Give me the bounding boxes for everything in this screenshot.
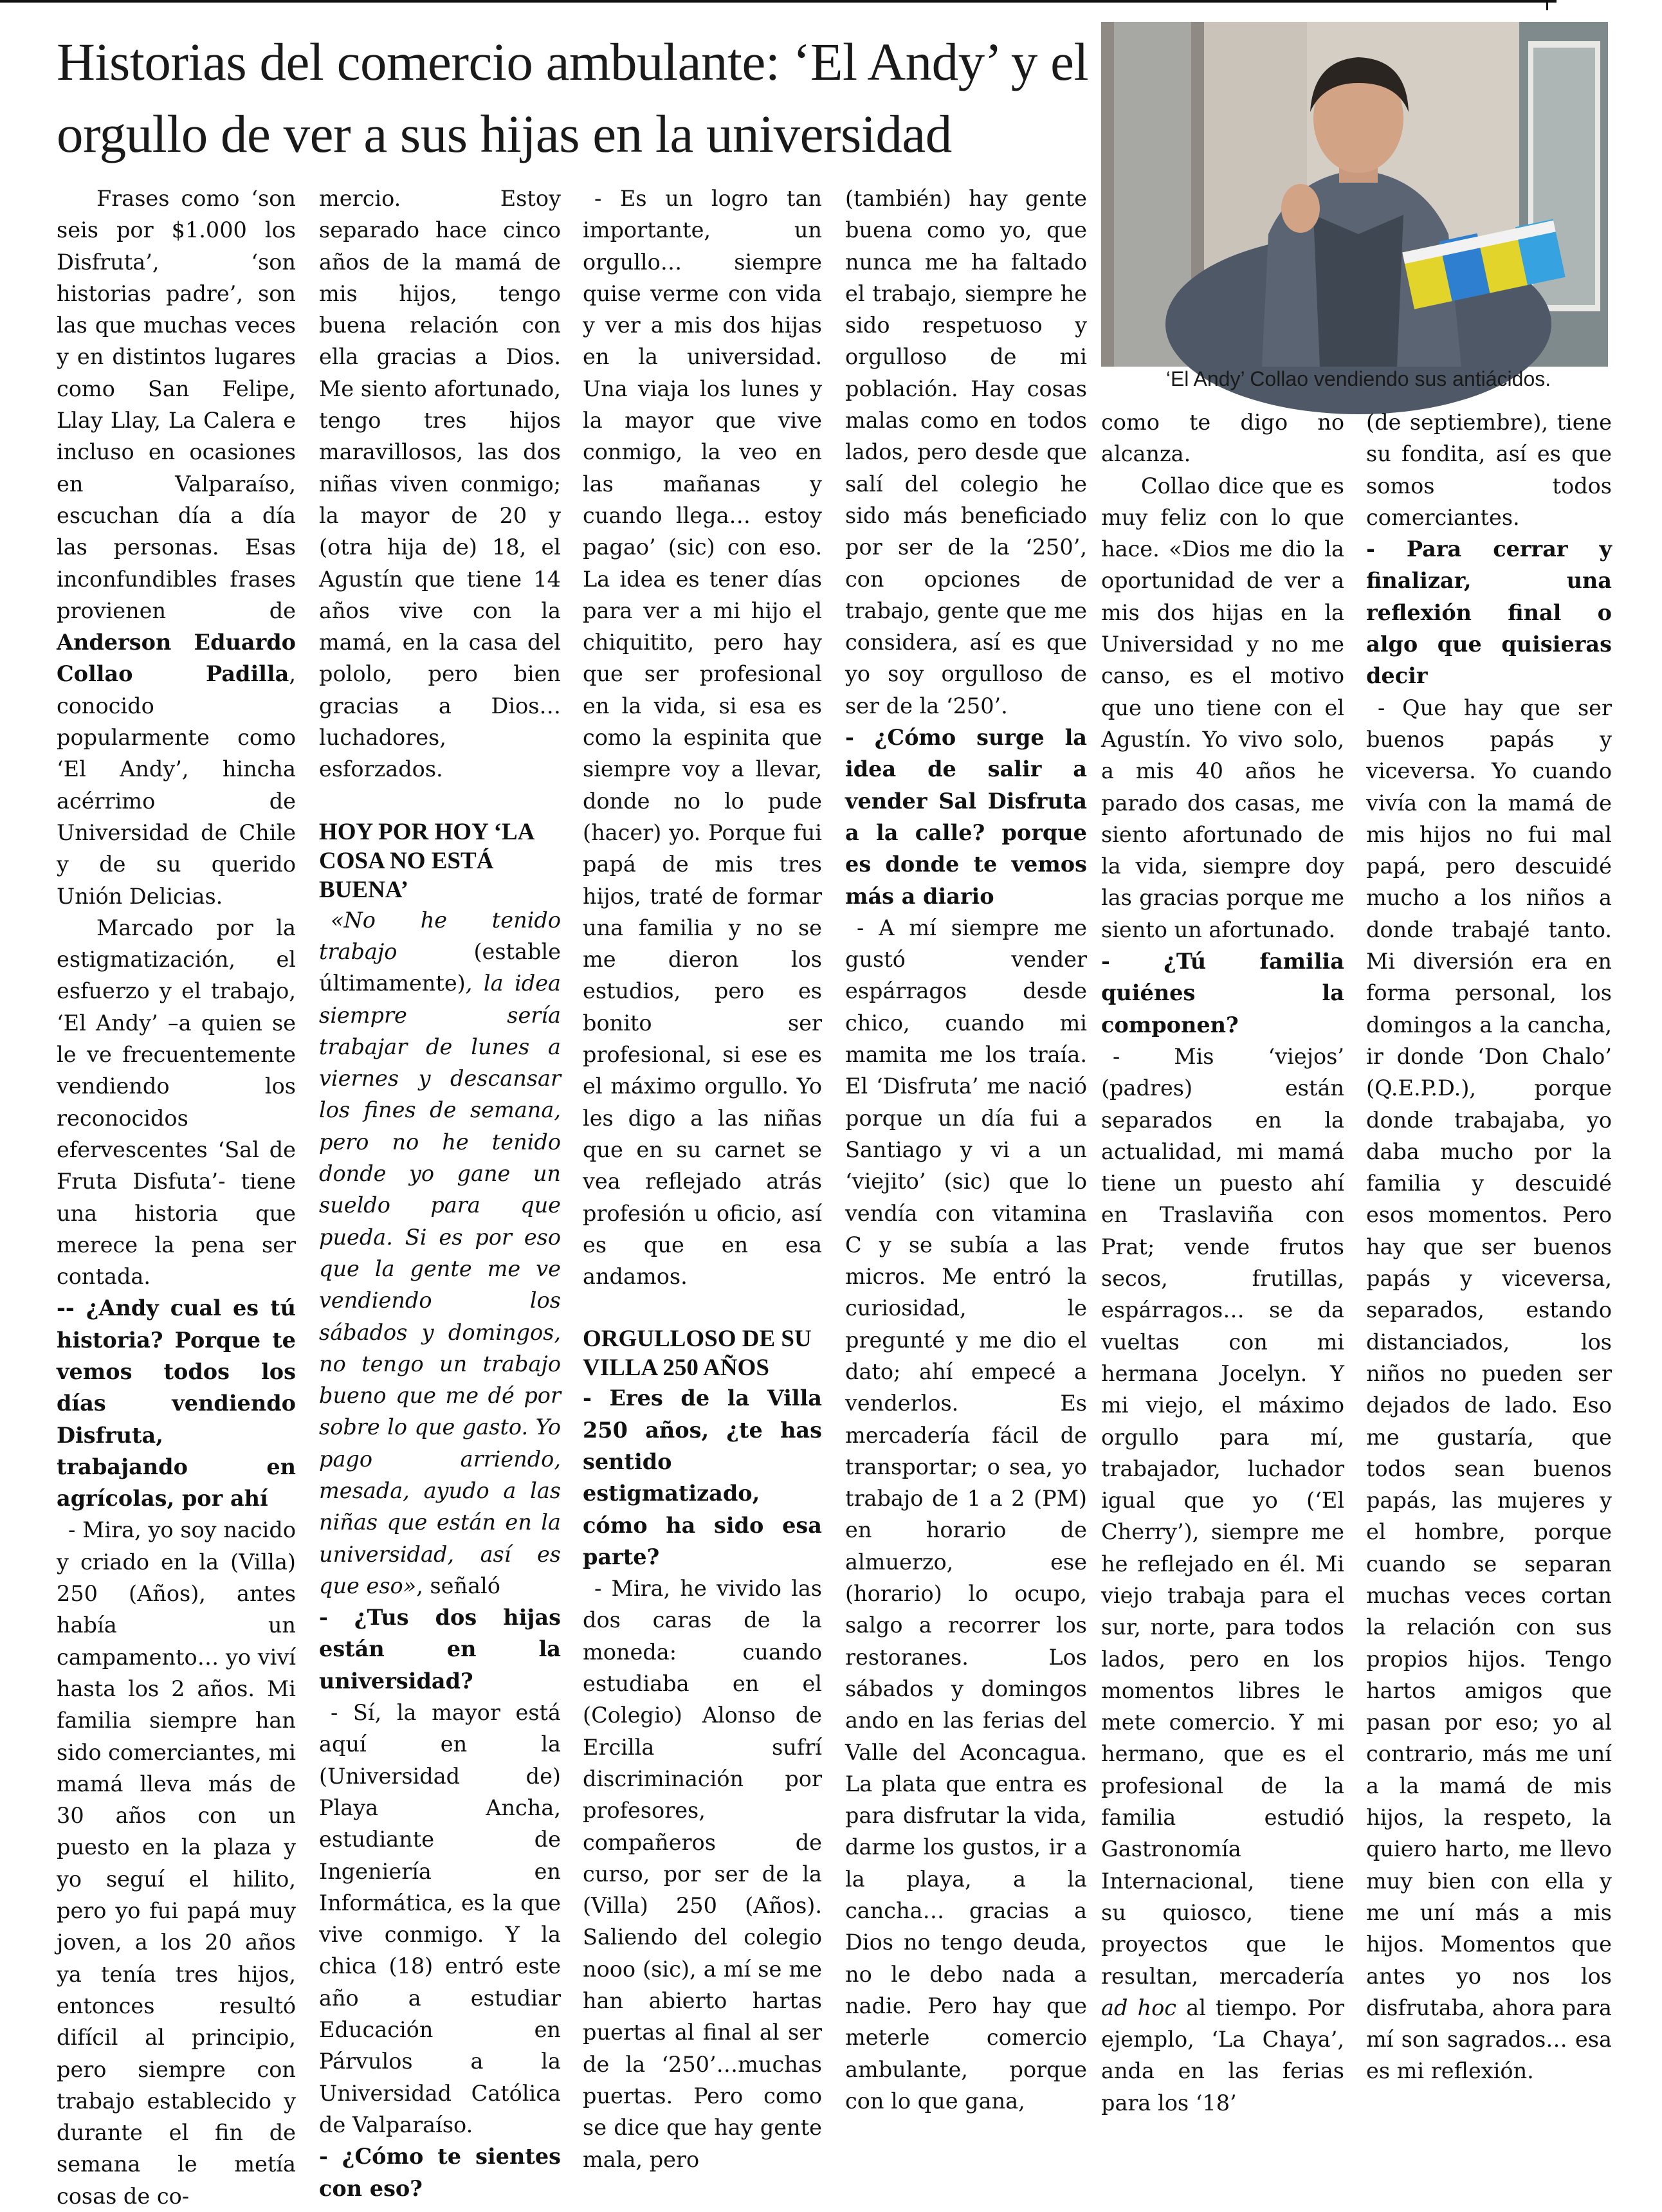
interview-answer: - Mira, yo soy nacido y criado en la (Villa) 250 (Años), antes había un campamento… yo viví hasta los 2 años. Mi familia siempre han sido comerciantes, mi mamá lleva más de 30 años con un puesto en la plaza y yo seguí el hilito, pero yo fui papá muy joven, a los 20 años ya tenía tres hijos, entonces resultó difícil al principio, pero siempre con trabajo establecido y durante el fin de semana le metía cosas de co- [57,1517,296,2209]
text: - Mis ‘viejos’ (padres) están separados en la actualidad, mi mamá tiene un puesto ahí en Traslaviña con Prat; vende frutos secos, frutillas, espárragos… se da vueltas con mi hermana Jocelyn. Y mi viejo, el máximo orgullo para mí, trabajador, luchador igual que yo (‘El Cherry’), siempre me he reflejado en él. Mi viejo trabaja para el sur, norte, para todos lados, pero en los momentos libres le mete comercio. Y mi hermano, que es el profesional de la familia estudió Gastronomía Internacional, tiene su quiosco, tiene proyectos que le resultan, mercadería [1101,1043,1344,1989]
section-heading: HOY POR HOY ‘LA COSA NO ESTÁ BUENA’ [319,818,534,903]
article-column-4 [845,183,1087,2189]
interview-question: - ¿Tus dos hijas están en la universidad? [319,1605,561,1694]
paragraph [57,183,296,912]
interview-question: - ¿Cómo te sientes con eso? [319,2144,561,2201]
top-rule [0,0,1557,3]
interview-question: - ¿Tú familia quiénes la componen? [1101,949,1344,1037]
article-column-3 [583,183,822,2189]
headline: Historias del comercio ambulante: ‘El Andy’ y el orgullo de ver a sus hijas en la universidad [57,32,1089,163]
interview-answer: - Sí, la mayor está aquí en la (Universidad de) Playa Ancha, estudiante de Ingeniería en Informática, es la que vive conmigo. Y la chica (18) entró este año a estudiar Educación en Párvulos a la Universidad Católica de Valparaíso. [319,1700,561,2137]
article-column-1 [57,183,296,2209]
interview-question: - ¿Cómo surge la idea de salir a vender Sal Disfruta a la calle? porque es donde te vemos más a diario [845,725,1087,909]
subject-name: Anderson Eduardo Collao Padilla [57,630,296,687]
photo-caption: ‘El Andy’ Collao vendiendo sus antiácidos. [1165,367,1551,390]
text: , señaló [416,1573,500,1598]
interview-answer: - Es un logro tan importante, un orgullo… siempre quise verme con vida y ver a mis dos hijas en la universidad. Una viaja los lunes y la mayor que vive conmigo, la veo en las mañanas y cuando llega… estoy pagao’ (sic) con eso. La idea es tener días para ver a mi hijo el chiquitito, pero hay que ser profesional en la vida, si esa es como la espinita que siempre voy a llevar, donde no lo pude (hacer) yo. Porque fui papá de mis tres hijos, traté de formar una familia y no se me dieron los estudios, pero es bonito ser profesional, si ese es el máximo orgullo. Yo les digo a las niñas que en su carnet se vea reflejado atrás profesión u oficio, así es que en esa andamos. [583,186,822,1290]
interview-answer: - Mira, he vivido las dos caras de la moneda: cuando estudiaba en el (Colegio) Alonso de Ercilla sufrí discriminación por profesores, compañeros de curso, por ser de la (Villa) 250 (Años). Saliendo del colegio nooo (sic), a mí se me han abierto hartas puertas al final al ser de la ‘250’…muchas puertas. Pero como se dice que hay gente mala, pero [583,1576,822,2172]
paragraph: (también) hay gente buena como yo, que nunca me ha faltado el trabajo, siempre he sido respetuoso y orgulloso de mi población. Hay cosas malas como en todos lados, pero desde que salí del colegio he sido más beneficiado por ser de la ‘250’, con opciones de trabajo, gente que me considera, así es que yo soy orgulloso de ser de la ‘250’. [845,186,1087,718]
interview-answer: - Que hay que ser buenos papás y viceversa. Yo cuando vivía con la mamá de mis hijos no fui mal papá, pero descuidé mucho a los niños a donde trabajé tanto. Mi diversión era en forma personal, los domingos a la cancha, ir donde ‘Don Chalo’ (Q.E.P.D.), porque donde trabajaba, yo daba mucho por la familia y descuidé esos momentos. Pero hay que ser buenos papás y viceversa, separados, estando distanciados, los niños no pueden ser dejados de lado. Eso me gustaría, que todos sean buenos papás, las mujeres y el hombre, porque cuando se separan muchas veces cortan la relación con sus propios hijos. Tengo hartos amigos que pasan por eso; yo al contrario, más me uní a la mamá de mis hijos, la respeto, la quiero harto, me llevo muy bien con ella y me uní más a mis hijos. Momentos que antes yo nos los disfrutaba, ahora para mí son sagrados… esa es mi reflexión. [1366,695,1612,2084]
emphasis-text: ad hoc [1101,1995,1177,2020]
paragraph: Marcado por la estigmatización, el esfuerzo y el trabajo, ‘El Andy’ –a quien se le ve frecuentemente vendiendo los reconocidos efervescentes ‘Sal de Fruta Disfuta’- tiene una historia que merece la pena ser contada. [57,915,296,1290]
paragraph: Collao dice que es muy feliz con lo que hace. «Dios me dio la oportunidad de ver a mis dos hijas en la Universidad y no me canso, es el motivo que uno tiene con el Agustín. Yo vivo solo, a mis 40 años he parado dos casas, me siento afortunado de la vida, siempre doy las gracias porque me siento un afortunado. [1101,473,1344,942]
quote-text: «No he tenido trabajo [319,907,561,964]
text: Frases como ‘son seis por $1.000 los Disfruta’, ‘son historias padre’, son las que muchas veces y en distintos lugares como San Felipe, Llay Llay, La Calera e incluso en ocasiones en Valparaíso, escuchan día a día las personas. Esas inconfundibles frases provienen de [57,186,296,623]
article-column-2 [319,183,561,2201]
text: al tiempo. Por ejemplo, ‘La Chaya’, anda en las ferias para los ‘18’ [1101,1995,1344,2116]
paragraph: (de septiembre), tiene su fondita, así es que somos todos comerciantes. [1366,410,1612,530]
article-photo [1101,22,1608,367]
interview-answer [1101,1041,1344,2119]
paragraph: como te digo no alcanza. [1101,410,1344,467]
article-column-5 [1101,407,1344,2189]
text: , conocido popularmente como ‘El Andy’, hincha acérrimo de Universidad de Chile y de su querido Unión Delicias. [57,661,296,909]
article-column-6 [1366,407,1612,2189]
top-rule-tick [1546,0,1548,10]
paragraph: mercio. Estoy separado hace cinco años de la mamá de mis hijos, tengo buena relación con ella gracias a Dios. Me siento afortunado, tengo tres hijos maravillosos, las dos niñas viven conmigo; la mayor de 20 y (otra hija de) 18, el Agustín que tiene 14 años vive con la mamá, en la casa del pololo, pero bien gracias a Dios… luchadores, esforzados. [319,186,561,782]
interview-question: - Eres de la Villa 250 años, ¿te has sentido estigmatizado, cómo ha sido esa parte? [583,1385,822,1569]
el-andy-photo [1101,22,1608,367]
quote-paragraph [319,904,561,1602]
quote-text: , la idea siempre sería trabajar de lunes a viernes y descansar los fines de semana, pero no he tenido donde yo gane un sueldo para que pueda. Si es por eso que la gente me ve vendiendo los sábados y domingos, no tengo un trabajo bueno que me dé por sobre lo que gasto. Yo pago arriendo, mesada, ayudo a las niñas que están en la universidad, así es que eso» [319,971,561,1598]
section-heading: ORGULLOSO DE SU VILLA 250 AÑOS [583,1326,812,1382]
interview-question: -- ¿Andy cual es tú historia? Porque te vemos todos los días vendiendo Disfruta, trabajando en agrícolas, por ahí [57,1295,296,1512]
quote-text: (estable últimamente) [319,938,561,996]
interview-question: - Para cerrar y finalizar, una reflexión final o algo que quisieras decir [1366,536,1612,689]
interview-answer: - A mí siempre me gustó vender espárragos desde chico, cuando mi mamita me los traía. El ‘Disfruta’ me nació porque un día fui a Santiago y vi a un ‘viejito’ (sic) que lo vendía con vitamina C y se subía a las micros. Me entró la curiosidad, le pregunté y me dio el dato; ahí empecé a venderlos. Es mercadería fácil de transportar; o sea, yo trabajo de 1 a 2 (PM) en horario de almuerzo, ese (horario) lo ocupo, salgo a recorrer los restoranes. Los sábados y domingos ando en las ferias del Valle del Aconcagua. La plata que entra es para disfrutar la vida, darme los gustos, ir a la playa, a la cancha… gracias a Dios no tengo deuda, no le debo nada a nadie. Pero hay que meterle comercio ambulante, porque con lo que gana, [845,915,1087,2114]
